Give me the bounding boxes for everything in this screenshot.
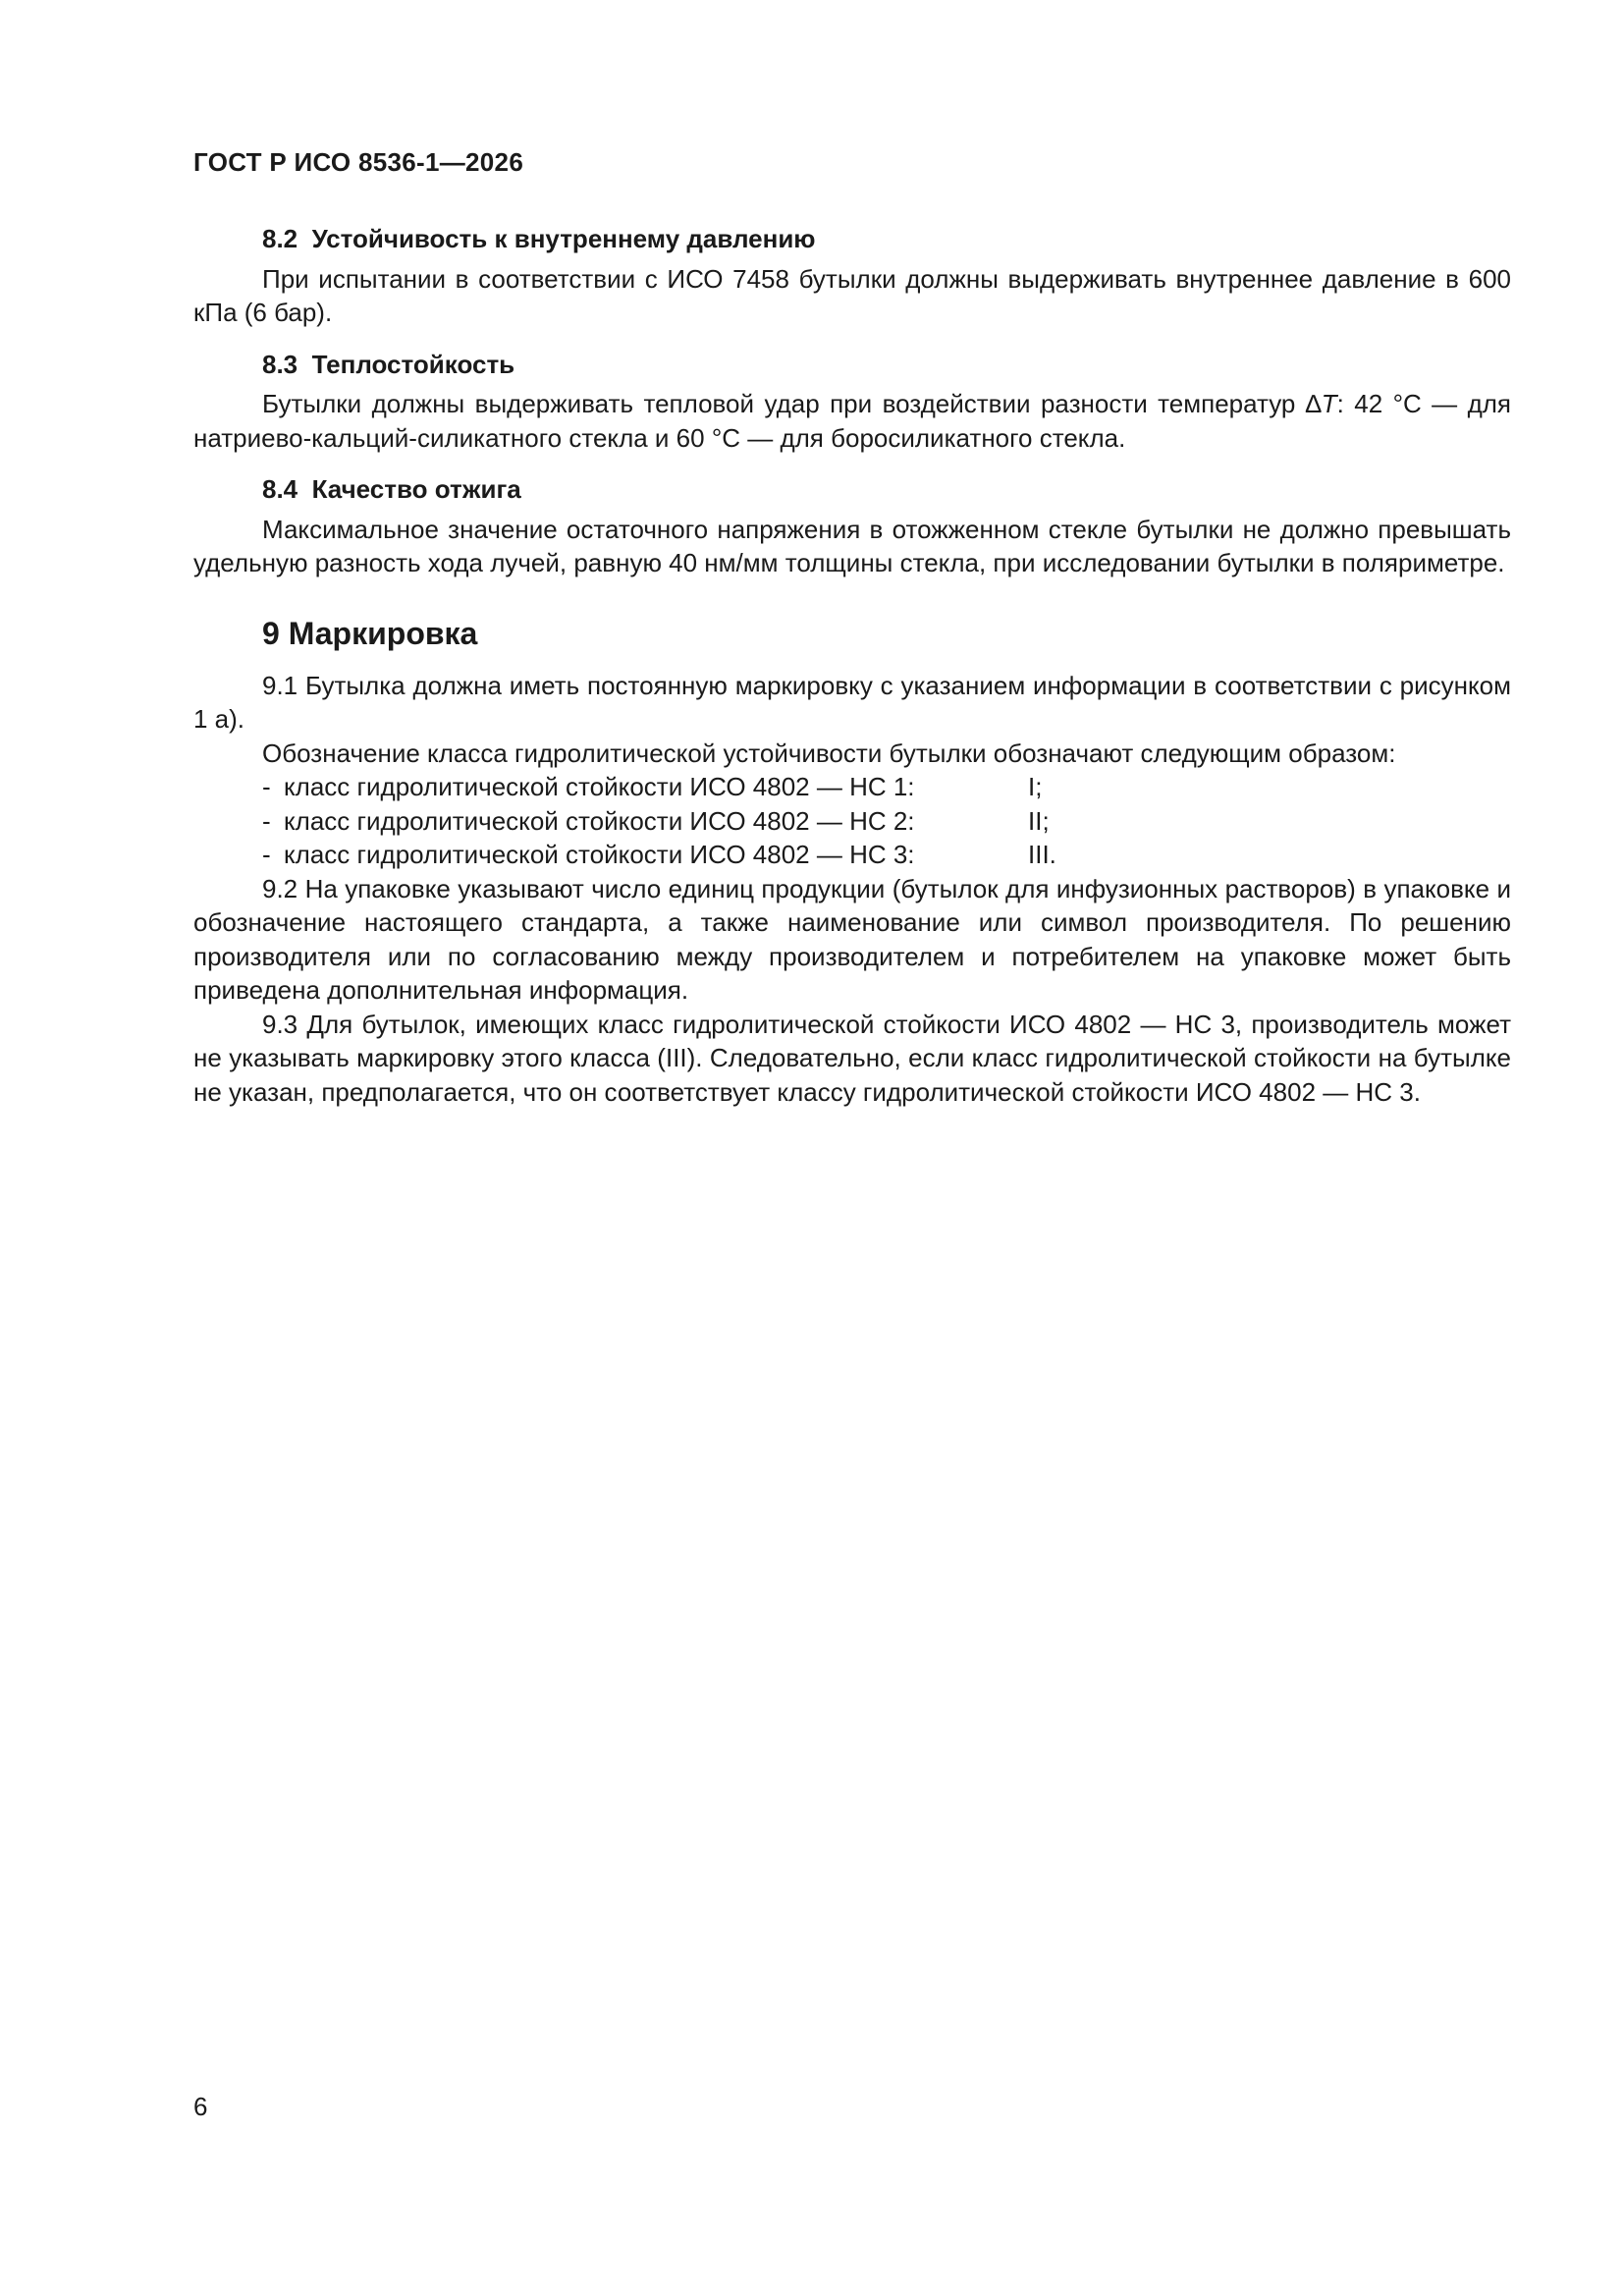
subsection-heading-8-3: 8.3 Теплостойкость [262,349,515,379]
paragraph-8-4: Максимальное значение остаточного напряжения в отожженном стекле бутылки не должно превышать удельную разность хода лучей, равную 40 нм/мм толщины стекла, при исследовании бутылки в поляриметре. [193,514,1511,577]
paragraph-designation: Обозначение класса гидролитической устойчивости бутылки обозначают следующим образом: [262,738,1396,768]
list-item [193,770,1511,804]
subsection-heading-8-4: 8.4 Качество отжига [262,474,521,504]
paragraph-8-3-text-before: Бутылки должны выдерживать тепловой удар при воздействии разности температур ∆ [262,389,1322,418]
list-dash: - [262,805,271,836]
list-dash: - [262,772,271,801]
list-item-value: I; [1028,772,1043,801]
list-item-label: класс гидролитической стойкости ИСО 4802 — НС 1: [284,772,915,801]
list-item [193,804,1511,839]
subsection-heading-8-2: 8.2 Устойчивость к внутреннему давлению [262,224,816,253]
paragraph-8-3-text-after: : 42 °С — для натриево-кальций-силикатного стекла и 60 °С — для боросиликатного стекла. [193,389,1512,453]
section-heading-9: 9 Маркировка [262,615,478,651]
list-item-value: III. [1028,840,1056,869]
paragraph-9-2: 9.2 На упаковке указывают число единиц продукции (бутылок для инфузионных растворов) в упаковке и обозначение настоящего стандарта, а также наименование или символ производителя. По решению производителя или по согласованию между производителем и потребителем на упаковке может быть приведена дополнительная информация. [193,873,1511,1005]
page-number: 6 [193,2092,208,2121]
list-item [193,838,1511,872]
list-item-label: класс гидролитической стойкости ИСО 4802 — НС 3: [284,840,915,869]
paragraph-9-1: 9.1 Бутылка должна иметь постоянную маркировку с указанием информации в соответствии с рисунком 1 а). [193,670,1511,734]
list-item-label: класс гидролитической стойкости ИСО 4802 — НС 2: [284,805,915,836]
list-item-value: II; [1028,805,1050,836]
document-code-header: ГОСТ Р ИСО 8536-1—2026 [193,147,524,177]
hydrolytic-class-list [193,770,1511,872]
delta-t-symbol: T [1321,389,1337,418]
list-dash: - [262,840,271,869]
paragraph-9-3: 9.3 Для бутылок, имеющих класс гидролитической стойкости ИСО 4802 — НС 3, производитель может не указывать маркировку этого класса (III). Следовательно, если класс гидролитической стойкости на бутылке не указан, предполагается, что он соответствует классу гидролитической стойкости ИСО 4802 — НС 3. [193,1009,1511,1107]
paragraph-8-2: При испытании в соответствии с ИСО 7458 бутылки должны выдерживать внутреннее давление в 600 кПа (6 бар). [193,263,1511,327]
paragraph-8-3 [193,387,1511,455]
document-body [193,222,1511,1109]
